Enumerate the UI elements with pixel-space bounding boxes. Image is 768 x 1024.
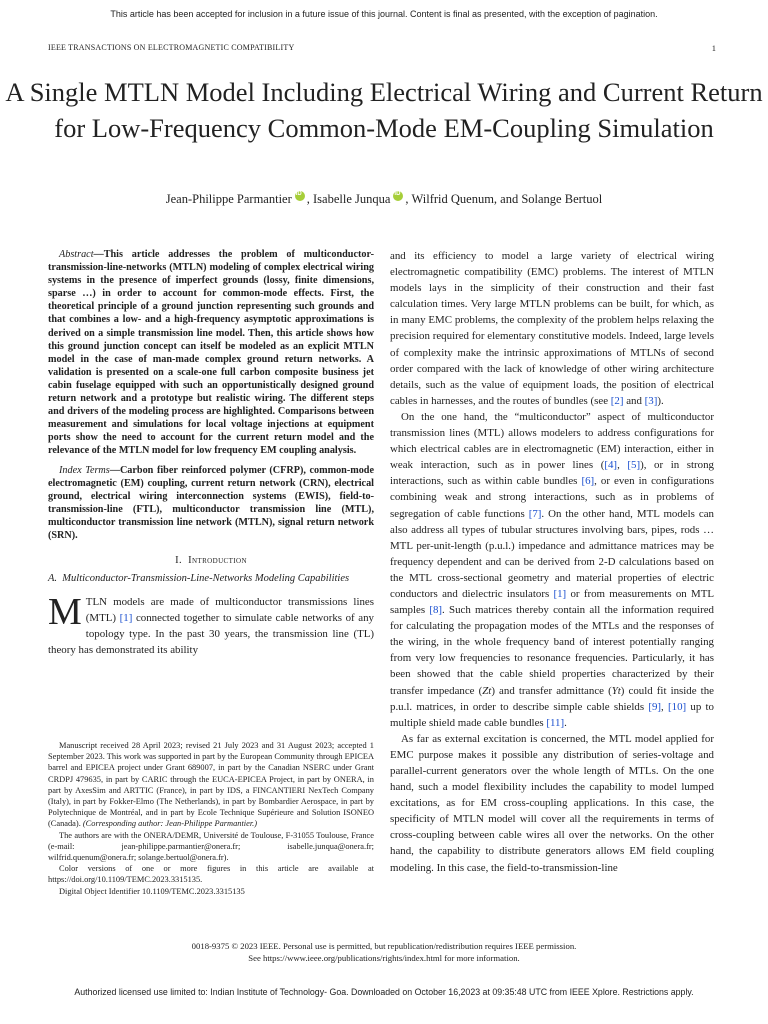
orcid-icon[interactable]: [295, 191, 305, 201]
license-footer: Authorized licensed use limited to: Indian Institute of Technology- Goa. Downloaded on October 16,2023 at 09:35:48 UTC from IEEE Xplore. Restrictions apply.: [74, 987, 694, 997]
body-paragraph: and its efficiency to model a large variety of electrical wiring electromagnetic compatibility (EMC) problems. The interest of MTLN models lays in the simplicity of their construction and their fast calculation times. Very large MTLN problems can be built, for which, as in many EMC problems, the complexity of the problem helps relaxing the precision required for elementary constitutive models. Indeed, large levels of complexity make the intrinsic approximations of MTLNs of second order compared with the lack of knowledge of other wiring architecture details, such as the value of equipment loads, the position of electrical cables in harnesses, and the routes of bundles (see [2] and [3]).: [390, 250, 714, 407]
drop-cap: M: [48, 591, 82, 634]
reference-link[interactable]: [3]: [644, 394, 658, 407]
author-separator: ,: [306, 192, 314, 206]
reference-link[interactable]: [1]: [553, 587, 567, 600]
abstract-text: —This article addresses the problem of multiconductor-transmission-line-networks (MTLN) modeling of complex electrical wiring systems in the presence of imperfect grounds (lossy, finite dimensions, sparse …) in order to account for common-mode effects. First, the theoretical principle of a ground junction representing such grounds and that combines a low- and a high-frequency asymptotic approximations is derived on a simple transmission line model. Then, this article shows how this ground junction concept can itself be modeled as an explicit MTLN model in the case of man-made complex ground return networks. A validation is presented on a scale-one full carbon composite business jet cabin fuselage equipped with such an opportunistically designed ground return network and a prototype but realistic wiring. The different steps and drivers of the modeling process are highlighted. Comparisons between measurement and simulations for local voltage injections at equipment ports show the need to account for the current return model and the relevance of the MTLN model for low frequency EM coupling analysis.: [48, 249, 374, 457]
left-column: [48, 248, 374, 658]
footnote-received: Manuscript received 28 April 2023; revised 21 July 2023 and 31 August 2023; accepted 1 September 2023. This work was supported in part by the European Community through EPICEA barrel and EPICEA project under Grant 689007, in part by the Canadian NSERC under Grant CRDPJ 479635, in part by CARIC through the EUCA-EPICEA Project, in part by ONERA, in part by AxesSim and ARTTIC (France), in part by IDS, a FINCANTIERI NexTech Company (Italy), in part by Fokker-Elmo (The Netherlands), in part by Bombardier Aerospace, in part by Polytechnique de Montréal, and in part by Ecole Technique Supérieure and Solution ISONEO (Canada). (Corresponding author: Jean-Philippe Parmantier.): [48, 741, 374, 829]
body-paragraph: As far as external excitation is concerned, the MTL model applied for EMC purpose makes it possible any distribution of series-voltage and parallel-current generators over the whole length of MTLs. On the one hand, such a model flexibility includes the capability to model lumped excitations, as for EM cross-coupling applications. In this case, the specificity of MTLN model will cover all the requirements in terms of cross-coupling between cable wires all over the networks. On the other hand, the capability to distribute generators allows EM field coupling modeling. In this case, the field-to-transmission-line: [390, 732, 714, 874]
index-terms-label: Index Terms: [59, 464, 110, 476]
reference-link[interactable]: [8]: [429, 604, 443, 617]
author-name: Isabelle Junqua: [313, 192, 391, 206]
author-names-rest: , Wilfrid Quenum, and Solange Bertuol: [405, 192, 603, 206]
subsection-heading: A. Multiconductor-Transmission-Line-Networks Modeling Capabilities: [48, 573, 350, 585]
reference-link[interactable]: [6]: [581, 475, 595, 488]
orcid-icon[interactable]: [393, 191, 403, 201]
reference-link[interactable]: [7]: [528, 507, 542, 520]
math-yt: Yt: [611, 684, 621, 697]
footnote-doi: Digital Object Identifier 10.1109/TEMC.2023.3315135: [59, 886, 245, 896]
author-name: Jean-Philippe Parmantier: [165, 192, 292, 206]
footnotes: [48, 740, 374, 897]
reference-link[interactable]: [1]: [119, 612, 133, 625]
reference-link[interactable]: [4]: [604, 459, 618, 472]
math-zt: Zt: [482, 684, 492, 697]
reference-link[interactable]: [10]: [668, 700, 687, 713]
abstract-label: Abstract: [59, 249, 94, 260]
reference-link[interactable]: [9]: [648, 700, 662, 713]
copyright-notice: 0018-9375 © 2023 IEEE. Personal use is permitted, but republication/redistribution requires IEEE permission. See https://www.ieee.org/publications/rights/index.html for more information.: [191, 941, 577, 963]
section-heading: I. Introduction: [175, 555, 247, 567]
reference-link[interactable]: [2]: [610, 394, 624, 407]
page-number: 1: [711, 43, 716, 53]
footnote-affiliation: The authors are with the ONERA/DEMR, Université de Toulouse, F-31055 Toulouse, France (e-mail: jean-philippe.parmantier@onera.fr; isabelle.junqua@onera.fr; wilfrid.quenum@onera.fr; solange.bertuol@onera.fr).: [48, 830, 374, 863]
right-column: [390, 248, 714, 876]
acceptance-notice: This article has been accepted for inclusion in a future issue of this journal. Content is final as presented, with the exception of pagination.: [110, 9, 658, 19]
footnote-color: Color versions of one or more figures in this article are available at https://doi.org/10.1109/TEMC.2023.3315135.: [48, 864, 374, 885]
index-terms-text: —Carbon fiber reinforced polymer (CFRP), common-mode electromagnetic (EM) coupling, current return network (CRN), electrical ground, electrical wiring interconnection systems (EWIS), field-to-transmission-line (FTL), multiconductor transmission line (MTL), multiconductor transmission line network (MTLN), signal return network (SRN).: [48, 464, 374, 541]
paper-title: A Single MTLN Model Including Electrical Wiring and Current Return for Low-Frequency Common-Mode EM-Coupling Simulation: [5, 77, 763, 143]
journal-name: IEEE TRANSACTIONS ON ELECTROMAGNETIC COMPATIBILITY: [48, 43, 295, 52]
index-terms: [48, 464, 374, 543]
author-list: [0, 191, 768, 207]
section-title: Introduction: [188, 555, 247, 567]
abstract: [48, 248, 374, 458]
reference-link[interactable]: [5]: [627, 459, 641, 472]
reference-link[interactable]: [11]: [546, 716, 565, 729]
intro-paragraph: MTLN models are made of multiconductor transmissions lines (MTL) [1] connected together to simulate cable networks of any topology type. In the past 30 years, the transmission line (TL) theory has demonstrated its ability: [48, 591, 374, 657]
body-paragraph: On the one hand, the “multiconductor” aspect of multiconductor transmission lines (MTL) allows modelers to address configurations for which electrical cables are in electromagnetic (EM) interaction, either in weak interaction, such as in power lines ([4], [5]), or in strong interactions, such as within cable bundles [6], or even in configurations combining weak and strong interactions, such as in problems of segregation of cable functions [7]. On the other hand, MTL models can also address all types of tubular structures involving bars, pipes, rods … MTL per-unit-length (p.u.l.) impedance and admittance matrices may be frequency dependent and can be derived from 2-D calculations based on the MTL cross-sectional geometry and material properties of electric conductors and dielectric insulators [1] or from measurements on MTL samples [8]. Such matrices thereby contain all the information required for calculating the propagation modes of the MTLs and the responses of the wiring, in the whole frequency band of interest potentially ranging from very low frequencies to resonance frequencies. Particularly, it has been showed that the cable shield properties characterized by their transfer impedance (Zt) and transfer admittance (Yt) could fit inside the p.u.l. matrices, in order to describe simple cable shields [9], [10] up to multiple shield made cable bundles [11].: [390, 410, 715, 729]
